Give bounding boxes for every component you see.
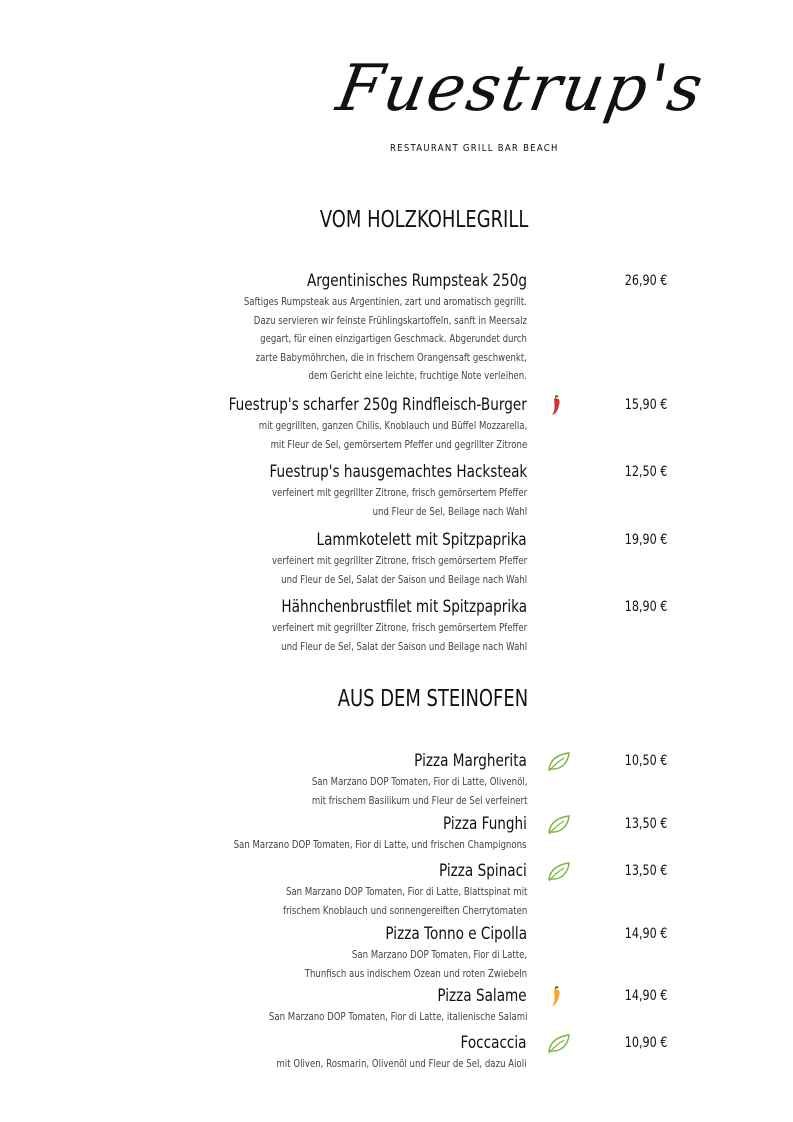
- item-price: 12,50 €: [624, 464, 667, 480]
- item-description: mit gegrillten, ganzen Chilis, Knoblauch und Büffel Mozzarella, mit Fleur de Sel, gemörsertem Pfeffer und gegrillter Zitrone: [258, 419, 527, 451]
- item-price: 13,50 €: [624, 863, 667, 879]
- section-title-grill: VOM HOLZKOHLEGRILL: [319, 207, 528, 233]
- restaurant-logo: [330, 50, 710, 160]
- leaf-icon: [547, 861, 571, 883]
- item-name: Pizza Spinaci: [439, 861, 527, 881]
- item-description: verfeinert mit gegrillter Zitrone, frisch gemörsertem Pfeffer und Fleur de Sel, Beilage nach Wahl: [271, 486, 527, 518]
- item-description: San Marzano DOP Tomaten, Fior di Latte, Blattspinat mit frischem Knoblauch und sonnengereiften Cherrytomaten: [282, 885, 527, 917]
- item-name: Fuestrup's scharfer 250g Rindfleisch-Burger: [228, 395, 527, 415]
- item-price: 13,50 €: [624, 816, 667, 832]
- logo-script-text: Fuestrup's: [331, 52, 710, 126]
- item-description: San Marzano DOP Tomaten, Fior di Latte, italienische Salami: [268, 1010, 527, 1023]
- item-description: mit Oliven, Rosmarin, Olivenöl und Fleur de Sel, dazu Aioli: [276, 1057, 527, 1070]
- item-price: 26,90 €: [624, 273, 667, 289]
- chili-yellow-icon: [547, 986, 571, 1008]
- item-price: 10,90 €: [624, 1035, 667, 1051]
- section-title-steinofen: AUS DEM STEINOFEN: [337, 686, 528, 712]
- logo-tagline: RESTAURANT GRILL BAR BEACH: [390, 143, 559, 154]
- item-description: verfeinert mit gegrillter Zitrone, frisch gemörsertem Pfeffer und Fleur de Sel, Salat der Saison und Beilage nach Wahl: [271, 621, 527, 653]
- item-name: Lammkotelett mit Spitzpaprika: [316, 530, 527, 550]
- leaf-icon: [547, 751, 571, 773]
- item-description: Saftiges Rumpsteak aus Argentinien, zart und aromatisch gegrillt. Dazu servieren wir feinste Frühlingskartoffeln, sanft in Meersalz gegart, für einen einzigartigen Geschmack. Abgerundet durch zarte Babymöhrchen, die in frischem Orangensaft geschwenkt, dem Gericht eine leichte, fruchtige Note verleihen.: [243, 295, 528, 382]
- item-name: Pizza Tonno e Cipolla: [385, 924, 527, 944]
- item-description: San Marzano DOP Tomaten, Fior di Latte, Thunfisch aus indischem Ozean und roten Zwiebeln: [304, 948, 527, 980]
- item-price: 18,90 €: [624, 599, 667, 615]
- item-name: Argentinisches Rumpsteak 250g: [307, 271, 527, 291]
- item-name: Pizza Margherita: [414, 751, 527, 771]
- item-name: Fuestrup's hausgemachtes Hacksteak: [269, 462, 527, 482]
- leaf-icon: [547, 1033, 571, 1055]
- item-name: Pizza Funghi: [443, 814, 527, 834]
- leaf-icon: [547, 814, 571, 836]
- item-price: 14,90 €: [624, 988, 667, 1004]
- item-description: San Marzano DOP Tomaten, Fior di Latte, Olivenöl, mit frischem Basilikum und Fleur de Sel verfeinert: [311, 775, 527, 807]
- item-name: Hähnchenbrustfilet mit Spitzpaprika: [281, 597, 527, 617]
- item-description: San Marzano DOP Tomaten, Fior di Latte, und frischen Champignons: [234, 838, 527, 851]
- item-price: 15,90 €: [624, 397, 667, 413]
- item-price: 19,90 €: [624, 532, 667, 548]
- item-name: Pizza Salame: [437, 986, 527, 1006]
- item-description: verfeinert mit gegrillter Zitrone, frisch gemörsertem Pfeffer und Fleur de Sel, Salat der Saison und Beilage nach Wahl: [271, 554, 527, 586]
- item-price: 14,90 €: [624, 926, 667, 942]
- chili-red-icon: [547, 395, 571, 417]
- item-price: 10,50 €: [624, 753, 667, 769]
- item-name: Foccaccia: [460, 1033, 527, 1053]
